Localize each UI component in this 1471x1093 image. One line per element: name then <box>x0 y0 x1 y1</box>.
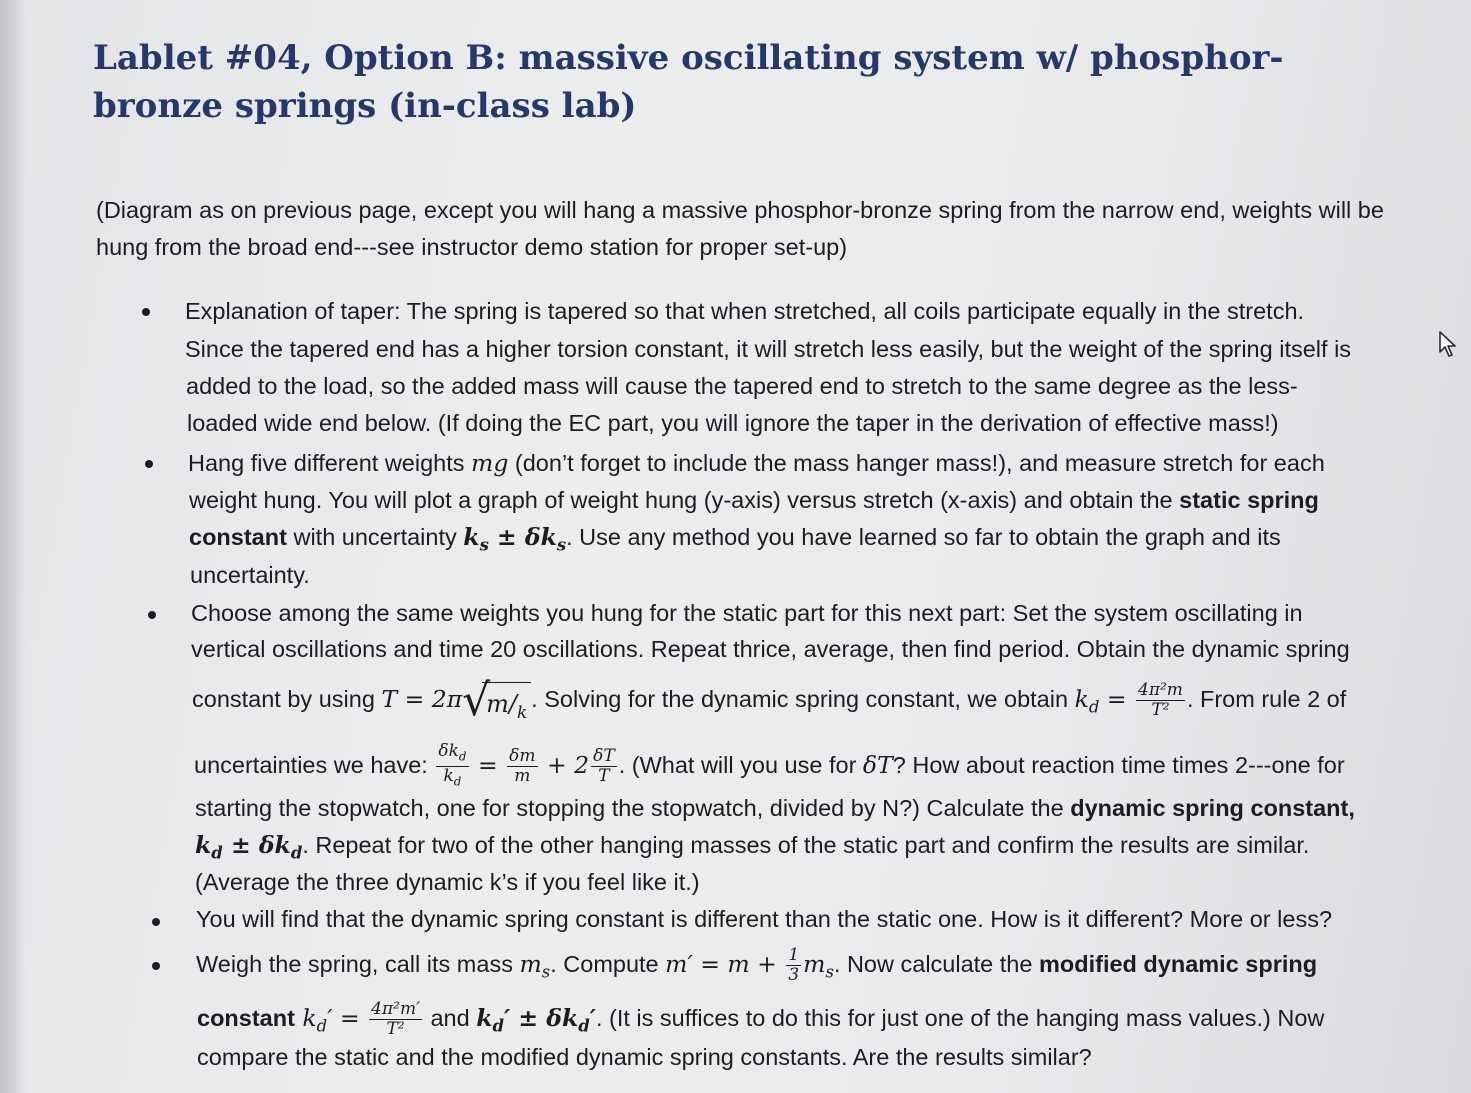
fraction-dkd-kd: $\frac{\delta k_d}{k_d}$ <box>438 741 467 789</box>
math-mprime: m′ = m + <box>665 950 785 978</box>
fraction-kd: $\frac{\text{4π²m}}{\text{T²}}$ <box>1138 680 1183 721</box>
bullet-dot <box>145 460 153 468</box>
math-equals: = <box>470 751 506 780</box>
bold-text: constant <box>197 1005 295 1031</box>
text-run: . From rule 2 of <box>1186 686 1347 712</box>
math-ms: $m_s$ <box>519 950 551 982</box>
fraction-dm-m: $\frac{\delta m}{m}$ <box>509 746 536 787</box>
bold-text: dynamic spring constant, <box>1070 795 1355 821</box>
fraction-kd-prime: $\frac{\text{4π²m′}}{\text{T²}}$ <box>371 999 420 1040</box>
bullet1-line1: Explanation of taper: The spring is tapered so that when stretched, all coils participate equally in the stretch. <box>185 298 1305 324</box>
text-run: ? How about reaction time times 2---one for <box>892 752 1345 779</box>
bullet1-line3: added to the load, so the added mass will cause the tapered end to stretch to the same degree as the less- <box>186 373 1298 399</box>
math-period-eq: T = 2π <box>381 685 463 713</box>
bullet-dot <box>152 918 160 926</box>
bullet2-line1 <box>188 448 1325 478</box>
bold-text: static spring <box>1179 487 1319 513</box>
math-mg: mg <box>471 449 509 477</box>
math-ks: $k_s \pm \delta k_s$ <box>463 523 567 555</box>
bullet1-line2: Since the tapered end has a higher torsion constant, it will stretch less easily, but the weight of the spring itself is <box>185 336 1352 362</box>
bullet-dot <box>152 962 160 970</box>
bullet1-line4: loaded wide end below. (If doing the EC part, you will ignore the taper in the derivation of effective mass!) <box>187 410 1279 436</box>
text-run: . (What will you use for <box>618 752 863 779</box>
bullet5-line1 <box>196 942 1317 995</box>
text-run: starting the stopwatch, one for stopping the stopwatch, divided by N?) Calculate the <box>195 795 1071 821</box>
bullet2-line4: uncertainty. <box>190 562 310 588</box>
bullet5-line2 <box>197 996 1324 1049</box>
math-kd-prime-uncertainty: $k_d' \pm \delta k_d'$ <box>476 1004 596 1036</box>
text-run: . Repeat for two of the other hanging masses of the static part and confirm the results are similar. <box>302 832 1310 858</box>
text-run: . Compute <box>550 951 666 977</box>
text-run: . (It is suffices to do this for just one of the hanging mass values.) Now <box>595 1005 1325 1031</box>
text-run: weight hung. You will plot a graph of weight hung (y-axis) versus stretch (x-axis) and obtain the <box>189 487 1180 513</box>
page-title: Lablet #04, Option B: massive oscillating system w/ phosphor-bronze springs (in-class lab) <box>93 38 1284 126</box>
bullet4-line1: You will find that the dynamic spring constant is different than the static one. How is it different? More or less? <box>196 906 1333 932</box>
bullet-dot <box>148 611 156 619</box>
math-ms2: $m_s$ <box>803 950 834 982</box>
bullet3-line4 <box>194 742 1345 792</box>
bullet2-line2 <box>189 485 1319 515</box>
bullet3-line6 <box>195 830 1309 869</box>
text-run: . Solving for the dynamic spring constant, we obtain <box>531 686 1075 712</box>
bold-text: modified dynamic spring <box>1038 951 1318 977</box>
text-run: constant by using <box>192 686 382 712</box>
bullet3-line3 <box>192 674 1346 733</box>
mouse-cursor-icon <box>1438 330 1458 358</box>
text-run: uncertainties we have: <box>194 752 435 779</box>
math-plus: + 2 <box>539 751 590 780</box>
text-run: (don’t forget to include the mass hanger mass!), and measure stretch for each <box>508 450 1325 476</box>
math-kd-uncertainty: $k_d \pm \delta k_d$ <box>195 831 303 863</box>
intro-paragraph: (Diagram as on previous page, except you will hang a massive phosphor-bronze spring from the narrow end, weights will be hung from the broad end---see instructor demo station for proper set-up) <box>96 197 1384 260</box>
bullet3-line5 <box>195 793 1355 823</box>
bold-text: constant <box>189 524 287 550</box>
bullet2-line3 <box>189 522 1281 561</box>
text-run: . Use any method you have learned so far to obtain the graph and its <box>566 524 1281 550</box>
bullet3-line7: (Average the three dynamic k’s if you feel like it.) <box>195 869 700 895</box>
text-run: Weigh the spring, call its mass <box>196 951 520 977</box>
page-edge-shadow <box>0 0 26 1093</box>
text-run: Hang five different weights <box>188 450 472 476</box>
math-kd-prime: $k_d'$ = <box>294 1004 368 1036</box>
sqrt-expression: √ $m/_k$ <box>462 679 531 723</box>
bullet3-line1: Choose among the same weights you hung for the static part for this next part: Set the system oscillating in <box>191 600 1303 626</box>
text-run: . Now calculate the <box>833 951 1039 977</box>
math-kd: $k_d$ = <box>1074 685 1134 717</box>
bullet-dot <box>142 308 150 316</box>
text-run: with uncertainty <box>286 524 464 550</box>
fraction-dT-T: $\frac{\delta T}{T}$ <box>593 746 615 787</box>
text-run: and <box>423 1005 477 1031</box>
fraction-one-third: $\frac{1}{3}$ <box>788 945 800 986</box>
math-dT: δT <box>862 751 893 780</box>
bullet3-line2: vertical oscillations and time 20 oscillations. Repeat thrice, average, then find period. Obtain the dynamic spring <box>191 636 1350 662</box>
bullet5-line3: compare the static and the modified dynamic spring constants. Are the results similar? <box>197 1044 1092 1070</box>
